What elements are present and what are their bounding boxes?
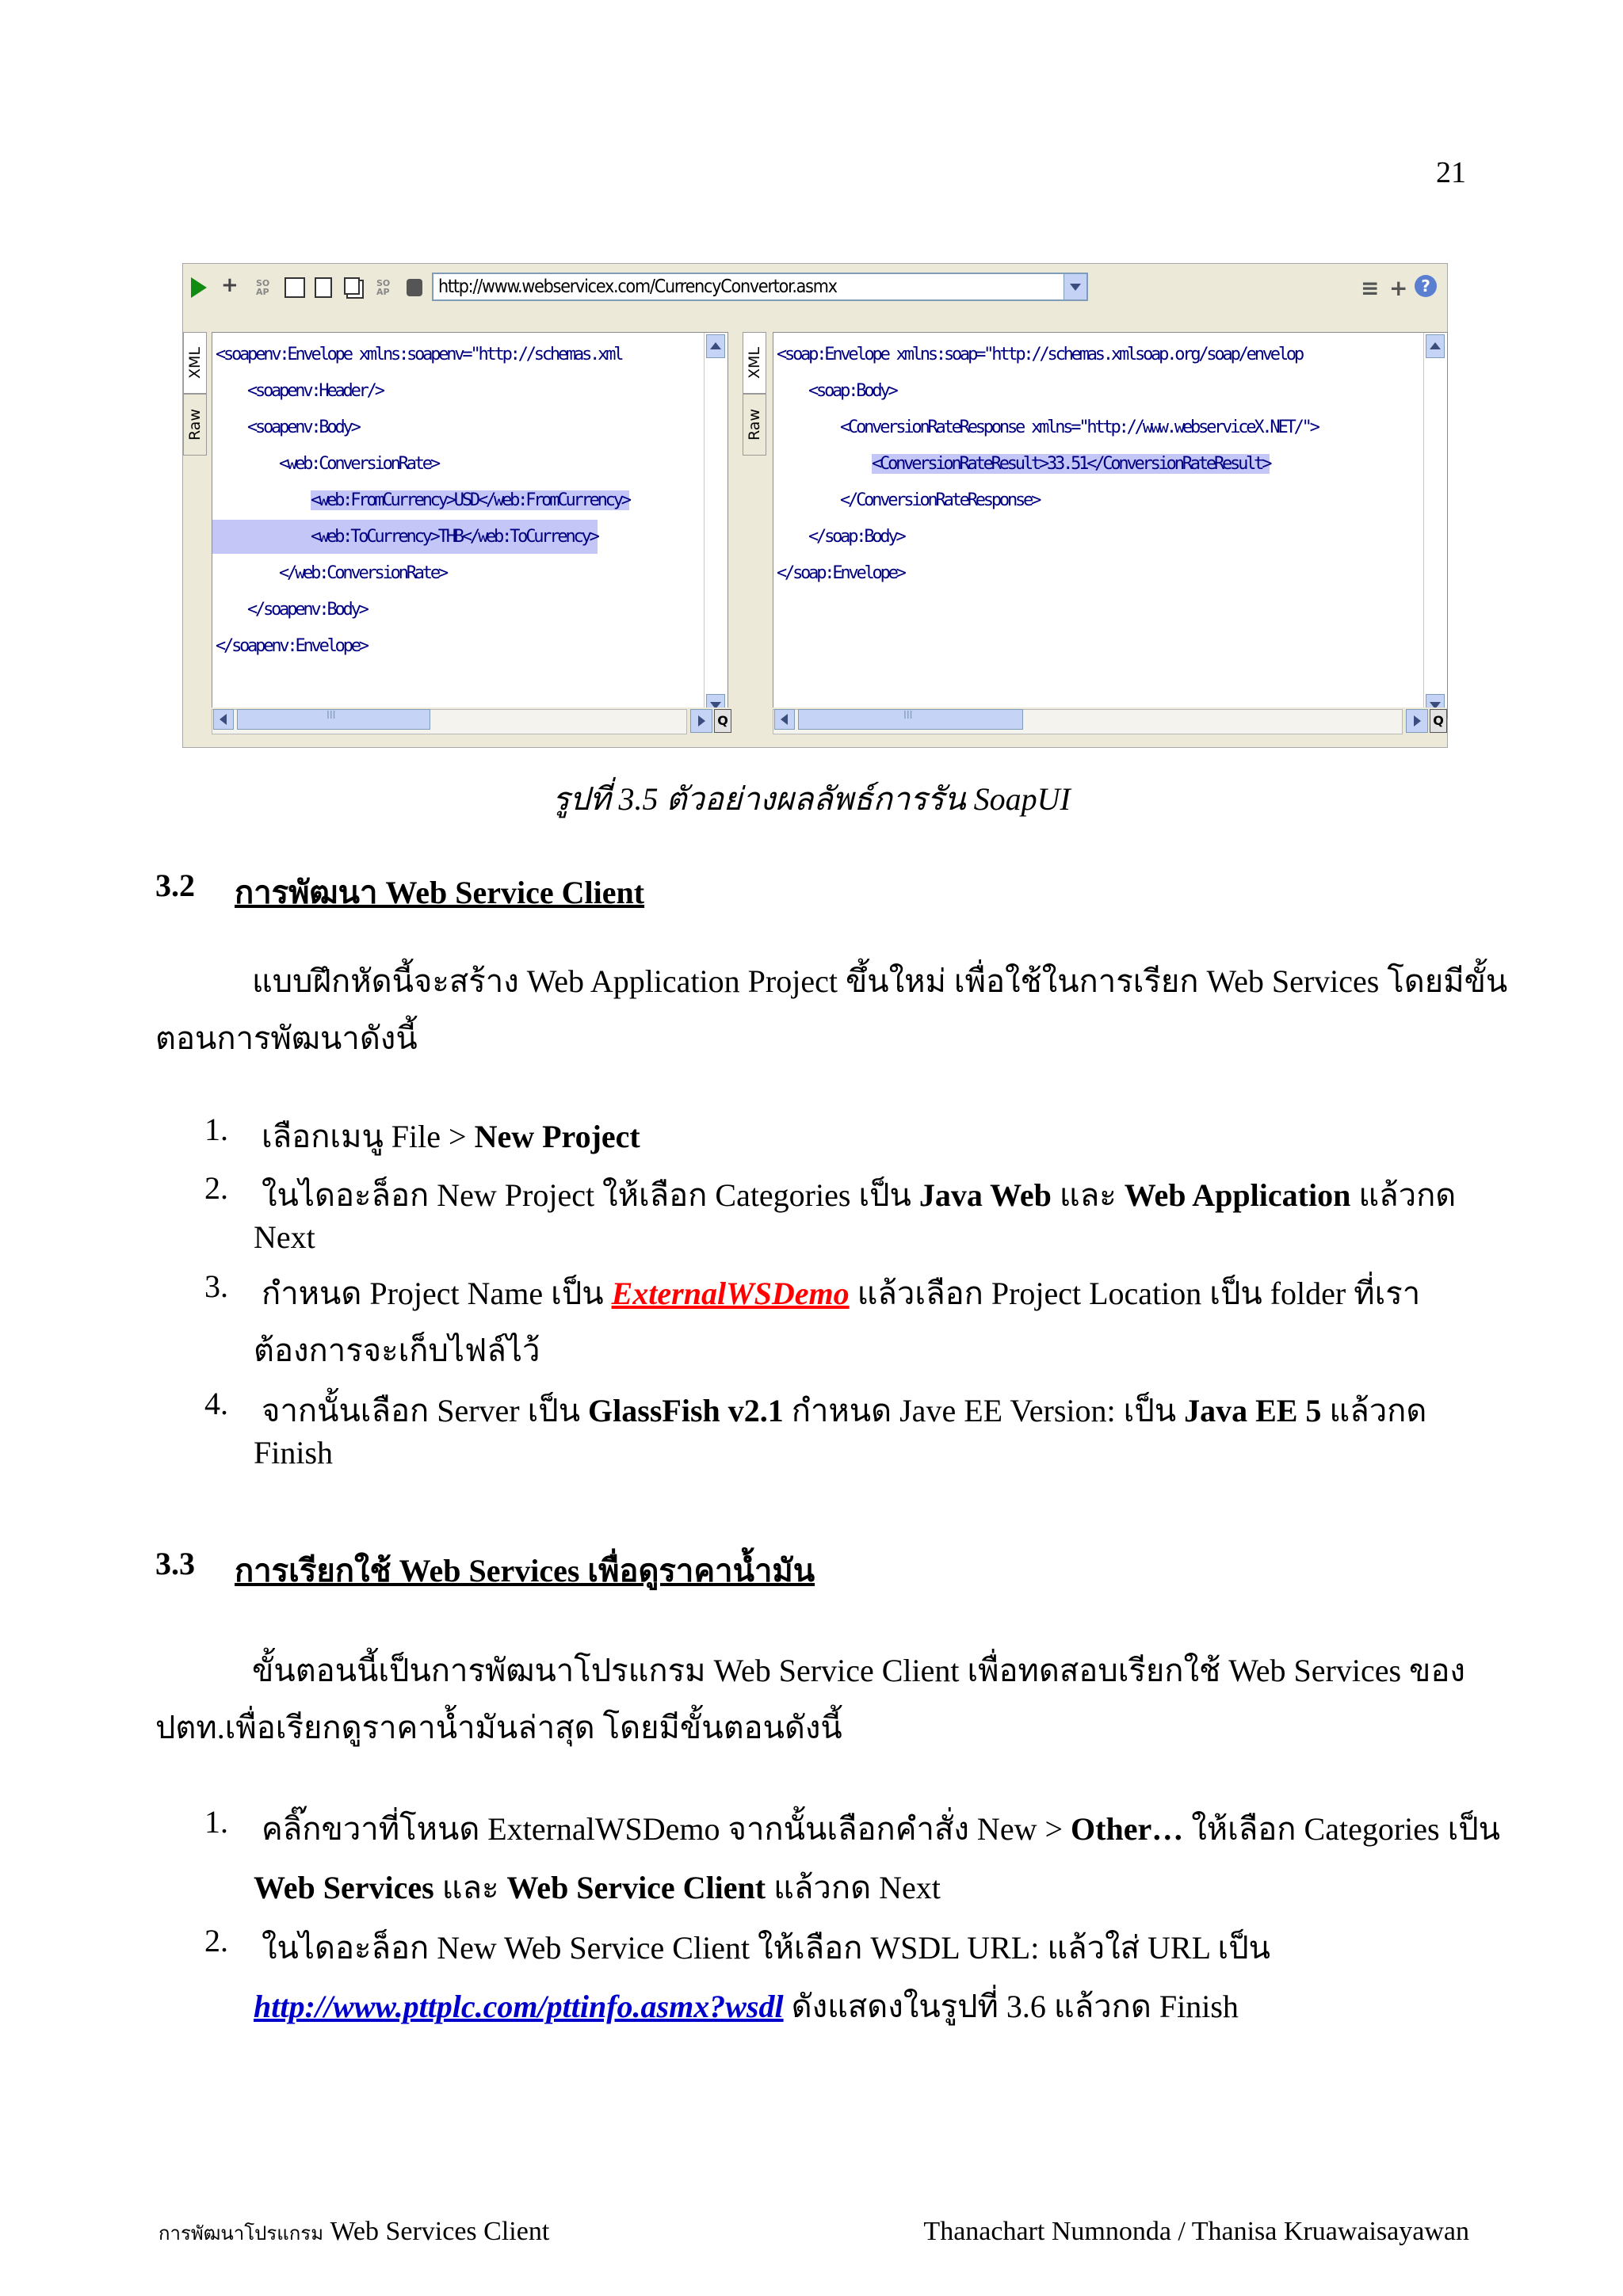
add-icon[interactable]: + bbox=[1389, 275, 1408, 301]
xml-code-line: </soapenv:Envelope> bbox=[216, 636, 367, 656]
tile-panels-icon[interactable]: ≡ bbox=[1361, 275, 1380, 301]
soap-action-icon[interactable]: SO AP bbox=[376, 278, 391, 297]
list-item: กำหนด Project Name เป็น ExternalWSDemo แล้วเลือก Project Location เป็น folder ที่เรา bbox=[262, 1276, 1421, 1311]
soap-version-icon[interactable]: SO AP bbox=[256, 278, 270, 297]
response-vertical-scrollbar[interactable] bbox=[1423, 333, 1447, 719]
scroll-up-icon[interactable] bbox=[706, 334, 725, 358]
xml-code-line: <ConversionRateResult>33.51</ConversionRateResult> bbox=[872, 454, 1270, 474]
scroll-left-icon[interactable] bbox=[213, 709, 234, 730]
section-number: 3.3 bbox=[155, 1546, 195, 1581]
request-horizontal-scrollbar[interactable] bbox=[212, 707, 731, 738]
cancel-request-icon[interactable] bbox=[407, 279, 422, 296]
list-number: 2. bbox=[204, 1170, 228, 1206]
response-xml-viewer[interactable] bbox=[773, 332, 1448, 719]
page-number: 21 bbox=[1436, 156, 1466, 189]
xml-code-line: <soap:Body> bbox=[808, 381, 896, 401]
split-view-icon[interactable] bbox=[315, 277, 332, 298]
xml-code-line: <web:ToCurrency>THB</web:ToCurrency> bbox=[212, 520, 598, 554]
help-icon[interactable]: ? bbox=[1415, 275, 1437, 297]
paragraph-line: ตอนการพัฒนาดังนี้ bbox=[155, 1020, 418, 1056]
response-horizontal-scrollbar[interactable] bbox=[773, 707, 1447, 738]
list-number: 2. bbox=[204, 1923, 228, 1958]
section-title: การพัฒนา Web Service Client bbox=[235, 875, 645, 910]
scroll-thumb[interactable]: III bbox=[798, 709, 1023, 730]
tab-request-raw[interactable]: Raw bbox=[183, 394, 207, 456]
add-endpoint-icon[interactable]: + bbox=[221, 273, 239, 297]
paragraph-line: ปตท.เพื่อเรียกดูราคาน้ำมันล่าสุด โดยมีขั้นตอนดังนี้ bbox=[155, 1710, 842, 1745]
xml-code-line: <soapenv:Header/> bbox=[247, 381, 383, 401]
scroll-right-icon[interactable] bbox=[690, 709, 712, 733]
list-item-continuation: Finish bbox=[254, 1435, 334, 1470]
list-item: ในไดอะล็อก New Project ให้เลือก Categories เป็น Java Web และ Web Application แล้วกด bbox=[262, 1177, 1457, 1213]
list-number: 3. bbox=[204, 1268, 228, 1304]
xml-code-line: </soapenv:Body> bbox=[247, 600, 367, 620]
list-item: จากนั้นเลือก Server เป็น GlassFish v2.1 กำหนด Jave EE Version: เป็น Java EE 5 แล้วกด bbox=[262, 1393, 1427, 1428]
tab-response-raw[interactable]: Raw bbox=[743, 394, 766, 456]
section-title: การเรียกใช้ Web Services เพื่อดูราคาน้ำมัน bbox=[235, 1553, 815, 1589]
footer-left: การพัฒนาโปรแกรม Web Services Client bbox=[158, 2217, 550, 2246]
project-name-link[interactable]: ExternalWSDemo bbox=[611, 1276, 850, 1311]
paragraph-line: ขั้นตอนนี้เป็นการพัฒนาโปรแกรม Web Service Client เพื่อทดสอบเรียกใช้ Web Services ของ bbox=[252, 1653, 1465, 1688]
tab-request-xml[interactable]: XML bbox=[183, 332, 207, 394]
request-vertical-scrollbar[interactable] bbox=[704, 333, 727, 719]
list-item-continuation: ต้องการจะเก็บไฟล์ไว้ bbox=[254, 1333, 540, 1368]
xml-code-line: <ConversionRateResponse xmlns="http://www.webserviceX.NET/"> bbox=[840, 418, 1318, 437]
soapui-toolbar bbox=[183, 264, 1447, 310]
section-heading-3-2 bbox=[155, 867, 1106, 910]
xml-code-line: </soap:Body> bbox=[808, 527, 904, 547]
scroll-left-icon[interactable] bbox=[774, 709, 795, 730]
soapui-screenshot bbox=[182, 263, 1448, 748]
run-request-icon[interactable] bbox=[191, 277, 207, 298]
list-item: คลิ๊กขวาที่โหนด ExternalWSDemo จากนั้นเลือกคำสั่ง New > Other… ให้เลือก Categories เป็น bbox=[262, 1811, 1500, 1847]
endpoint-url-select[interactable] bbox=[432, 273, 1088, 301]
find-icon[interactable]: Q bbox=[1430, 709, 1447, 733]
list-item: เลือกเมนู File > New Project bbox=[262, 1119, 640, 1154]
find-icon[interactable]: Q bbox=[714, 709, 731, 733]
xml-code-line: <soapenv:Body> bbox=[247, 418, 359, 437]
xml-code-line: </soap:Envelope> bbox=[777, 563, 904, 583]
wsdl-url-link[interactable]: http://www.pttplc.com/pttinfo.asmx?wsdl bbox=[254, 1989, 784, 2024]
chevron-down-icon[interactable] bbox=[1064, 274, 1086, 299]
list-number: 1. bbox=[204, 1804, 228, 1840]
scroll-thumb[interactable]: III bbox=[237, 709, 430, 730]
list-number: 4. bbox=[204, 1386, 228, 1421]
list-item-continuation: Next bbox=[254, 1219, 315, 1255]
xml-code-line: <soapenv:Envelope xmlns:soapenv="http://schemas.xml bbox=[216, 345, 622, 364]
xml-code-line: <web:ConversionRate> bbox=[279, 454, 438, 474]
tab-response-xml[interactable]: XML bbox=[743, 332, 766, 394]
scroll-up-icon[interactable] bbox=[1426, 334, 1445, 358]
format-xml-icon[interactable] bbox=[285, 277, 305, 298]
xml-code-line: </web:ConversionRate> bbox=[279, 563, 446, 583]
section-number: 3.2 bbox=[155, 868, 195, 903]
copy-icon[interactable] bbox=[344, 277, 360, 295]
list-item-continuation: http://www.pttplc.com/pttinfo.asmx?wsdl ดังแสดงในรูปที่ 3.6 แล้วกด Finish bbox=[254, 1989, 1239, 2024]
xml-code-line: <web:FromCurrency>USD</web:FromCurrency> bbox=[311, 490, 629, 510]
scroll-right-icon[interactable] bbox=[1406, 709, 1428, 733]
list-number: 1. bbox=[204, 1112, 228, 1147]
request-xml-editor[interactable] bbox=[212, 332, 728, 719]
endpoint-url-value: http://www.webservicex.com/CurrencyConvertor.asmx bbox=[438, 277, 837, 297]
xml-code-line: </ConversionRateResponse> bbox=[840, 490, 1040, 510]
list-item: ในไดอะล็อก New Web Service Client ให้เลือก WSDL URL: แล้วใส่ URL เป็น bbox=[262, 1930, 1270, 1966]
footer-right: Thanachart Numnonda / Thanisa Kruawaisayawan bbox=[923, 2217, 1469, 2246]
section-heading-3-3 bbox=[155, 1545, 1106, 1589]
xml-code-line: <soap:Envelope xmlns:soap="http://schemas.xmlsoap.org/soap/envelop bbox=[777, 345, 1302, 364]
paragraph-line: แบบฝึกหัดนี้จะสร้าง Web Application Project ขึ้นใหม่ เพื่อใช้ในการเรียก Web Services โดยมีขั้น bbox=[252, 963, 1508, 999]
figure-caption: รูปที่ 3.5 ตัวอย่างผลลัพธ์การรัน SoapUI bbox=[552, 781, 1071, 817]
list-item-continuation: Web Services และ Web Service Client แล้วกด Next bbox=[254, 1870, 941, 1905]
